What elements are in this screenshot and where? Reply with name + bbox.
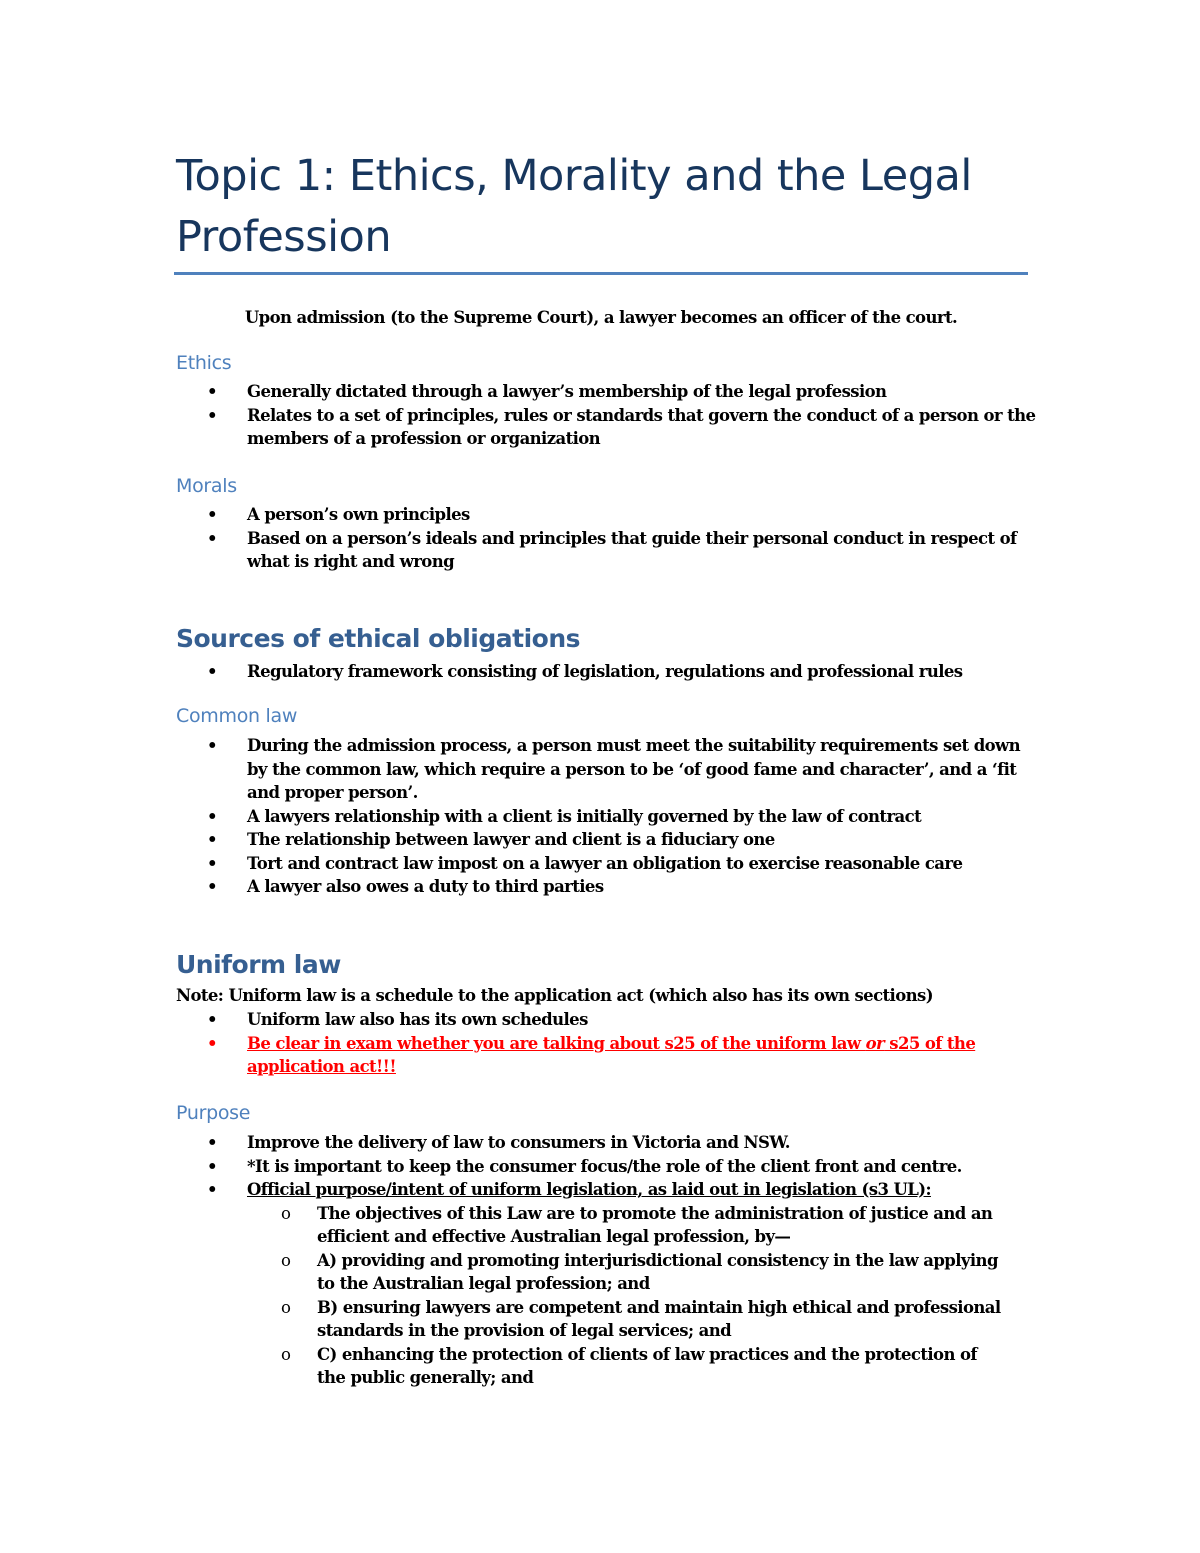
list-item: • Based on a person’s ideals and principles that guide their personal conduct in respect of what is right and wrong (207, 528, 1017, 571)
bullet-icon: • (207, 1033, 217, 1053)
bullet-icon: • (207, 806, 217, 826)
circle-bullet-icon: o (281, 1250, 291, 1270)
ethics-heading: Ethics (176, 352, 232, 374)
list-item: • Relates to a set of principles, rules or standards that govern the conduct of a person or the members of a profession or organization (207, 405, 1036, 448)
bullet-icon: • (207, 405, 217, 425)
circle-bullet-icon: o (281, 1344, 291, 1364)
list-item: • Tort and contract law impost on a lawyer an obligation to exercise reasonable care (0, 852, 1037, 876)
official-purpose-text: Official purpose/intent of uniform legislation, as laid out in legislation (s3 UL): (247, 1180, 931, 1199)
bullet-icon: • (207, 505, 217, 524)
bullet-icon: • (207, 1156, 217, 1176)
bullet-icon: • (207, 736, 217, 755)
sources-heading: Sources of ethical obligations (176, 624, 581, 653)
sub-list-item: o C) enhancing the protection of clients of law practices and the protection of the public generally; and (281, 1344, 977, 1387)
bullet-icon: • (207, 382, 217, 401)
uniform-law-heading: Uniform law (176, 950, 341, 979)
list-item: • Generally dictated through a lawyer’s membership of the legal profession (0, 380, 1037, 404)
bullet-icon: • (207, 830, 217, 849)
list-item: • The relationship between lawyer and client is a fiduciary one (0, 828, 1037, 852)
title-divider (174, 272, 1028, 275)
sub-list-item: o A) providing and promoting interjurisdictional consistency in the law applying to the Australian legal profession; and (281, 1250, 998, 1293)
bullet-icon: • (207, 662, 217, 681)
bullet-icon: • (207, 1180, 217, 1199)
page-title: Topic 1: Ethics, Morality and the Legal Profession (176, 151, 972, 262)
uniform-law-note: Note: Uniform law is a schedule to the application act (which also has its own sections) (176, 986, 933, 1005)
list-item: • During the admission process, a person must meet the suitability requirements set down by the common law, which require a person to be ‘of good fame and character’, and a ‘fit and proper person’. (207, 736, 1021, 802)
sub-list-item: o The objectives of this Law are to promote the administration of justice and an efficient and effective Australian legal profession, by— (281, 1203, 993, 1246)
bullet-icon: • (207, 853, 217, 873)
sub-list-item: o B) ensuring lawyers are competent and maintain high ethical and professional standards in the provision of legal services; and (281, 1297, 1001, 1340)
morals-heading: Morals (176, 475, 237, 497)
exam-warning-text: Be clear in exam whether you are talking about s25 of the uniform law or s25 of the application act!!! (247, 1033, 976, 1076)
warning-emphasis: or (865, 1033, 885, 1053)
common-law-heading: Common law (176, 705, 298, 727)
objectives-sublist (247, 1202, 1037, 1390)
circle-bullet-icon: o (281, 1203, 291, 1223)
bullet-icon: • (207, 528, 217, 548)
list-item: • Regulatory framework consisting of legislation, regulations and professional rules (0, 660, 1037, 684)
common-law-list (0, 734, 1037, 899)
circle-bullet-icon: o (281, 1297, 291, 1317)
list-item: • Improve the delivery of law to consumers in Victoria and NSW. (0, 1131, 1037, 1155)
list-item: • *It is important to keep the consumer focus/the role of the client front and centre. (0, 1155, 1037, 1179)
list-item: • Uniform law also has its own schedules (0, 1008, 1037, 1032)
list-item (0, 1178, 1037, 1390)
purpose-heading: Purpose (176, 1102, 251, 1124)
bullet-icon: • (207, 1133, 217, 1152)
exam-warning-item (0, 1032, 1037, 1079)
bullet-icon: • (207, 877, 217, 896)
uniform-law-list (0, 1008, 1037, 1079)
morals-list (0, 503, 1037, 574)
list-item: • A person’s own principles (0, 503, 1037, 527)
sources-list (0, 660, 1037, 684)
ethics-list (0, 380, 1037, 451)
list-item: • A lawyers relationship with a client is initially governed by the law of contract (0, 805, 1037, 829)
purpose-list (0, 1131, 1037, 1390)
list-item: • A lawyer also owes a duty to third parties (0, 875, 1037, 899)
intro-statement: Upon admission (to the Supreme Court), a lawyer becomes an officer of the court. (244, 308, 958, 327)
bullet-icon: • (207, 1010, 217, 1029)
